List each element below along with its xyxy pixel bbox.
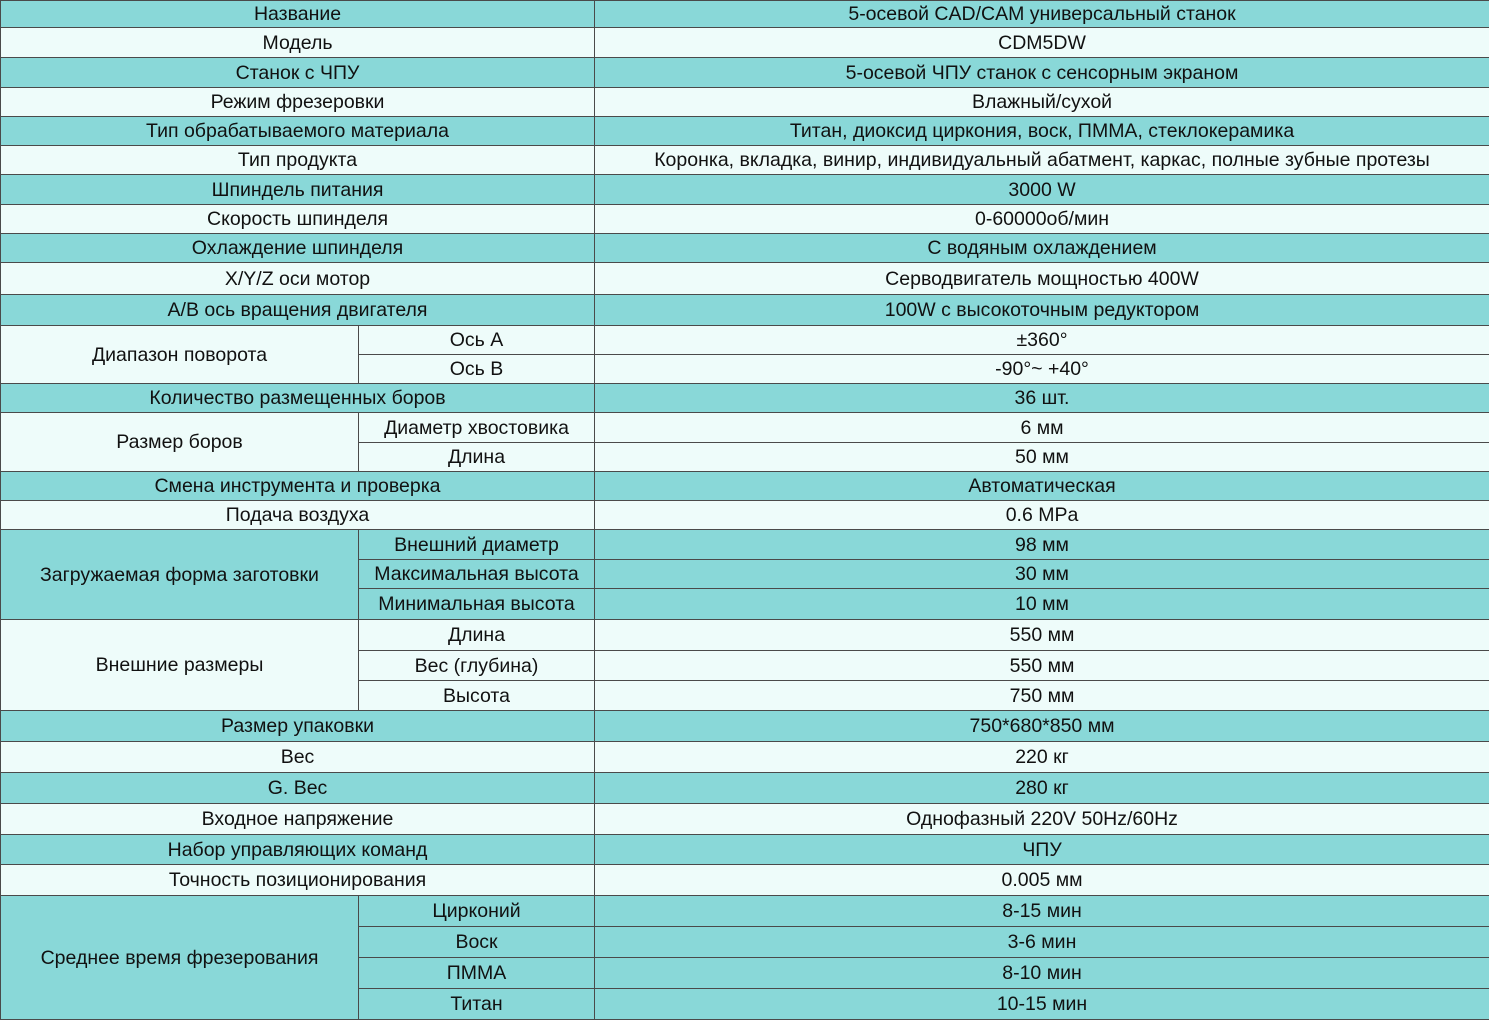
row-value: 30 мм <box>595 560 1489 589</box>
row-value: Автоматическая <box>595 472 1489 501</box>
sub-label: Длина <box>359 443 595 472</box>
sub-label: Ось В <box>359 355 595 384</box>
sub-label: Ось А <box>359 326 595 355</box>
row-value: 10-15 мин <box>595 989 1489 1020</box>
table-row <box>1 835 1489 865</box>
sub-label: Воск <box>359 927 595 958</box>
row-label: Охлаждение шпинделя <box>1 234 595 263</box>
table-row <box>1 530 1489 560</box>
table-row <box>1 773 1489 804</box>
row-value: 280 кг <box>595 773 1489 804</box>
row-value: 3000 W <box>595 175 1489 205</box>
row-label: Шпиндель питания <box>1 175 595 205</box>
table-row <box>1 413 1489 443</box>
row-value: 5-осевой ЧПУ станок с сенсорным экраном <box>595 58 1489 88</box>
table-row <box>1 146 1489 175</box>
table-row <box>1 742 1489 773</box>
group-label: Диапазон поворота <box>1 326 359 384</box>
table-row <box>1 865 1489 896</box>
row-label: Скорость шпинделя <box>1 205 595 234</box>
table-row <box>1 88 1489 117</box>
table-row <box>1 205 1489 234</box>
sub-label: ПММА <box>359 958 595 989</box>
table-row <box>1 711 1489 742</box>
row-value: -90°~ +40° <box>595 355 1489 384</box>
table-row <box>1 1 1489 28</box>
table-row <box>1 234 1489 263</box>
group-label: Внешние размеры <box>1 620 359 711</box>
row-label: Тип продукта <box>1 146 595 175</box>
row-value: 100W с высокоточным редуктором <box>595 295 1489 326</box>
sub-label: Минимальная высота <box>359 589 595 620</box>
row-label: Станок с ЧПУ <box>1 58 595 88</box>
row-value: ЧПУ <box>595 835 1489 865</box>
row-label: Тип обрабатываемого материала <box>1 117 595 146</box>
row-label: Количество размещенных боров <box>1 384 595 413</box>
row-label: Размер упаковки <box>1 711 595 742</box>
row-value: ±360° <box>595 326 1489 355</box>
sub-label: Внешний диаметр <box>359 530 595 560</box>
row-label: Модель <box>1 28 595 58</box>
table-row <box>1 501 1489 530</box>
row-value: 10 мм <box>595 589 1489 620</box>
row-value: 220 кг <box>595 742 1489 773</box>
table-row <box>1 896 1489 927</box>
row-value: 8-15 мин <box>595 896 1489 927</box>
sub-label: Высота <box>359 681 595 711</box>
group-label: Загружаемая форма заготовки <box>1 530 359 620</box>
row-value: 750*680*850 мм <box>595 711 1489 742</box>
row-value: 550 мм <box>595 620 1489 651</box>
row-value: CDM5DW <box>595 28 1489 58</box>
table-row <box>1 384 1489 413</box>
group-label: Среднее время фрезерования <box>1 896 359 1020</box>
row-label: Подача воздуха <box>1 501 595 530</box>
sub-label: Титан <box>359 989 595 1020</box>
row-value: 36 шт. <box>595 384 1489 413</box>
sub-label: Длина <box>359 620 595 651</box>
row-value: 50 мм <box>595 443 1489 472</box>
row-value: Серводвигатель мощностью 400W <box>595 263 1489 295</box>
table-row <box>1 28 1489 58</box>
row-label: Название <box>1 1 595 28</box>
row-value: 98 мм <box>595 530 1489 560</box>
row-label: Режим фрезеровки <box>1 88 595 117</box>
row-value: 3-6 мин <box>595 927 1489 958</box>
sub-label: Цирконий <box>359 896 595 927</box>
row-label: Входное напряжение <box>1 804 595 835</box>
row-value: 5-осевой CAD/CAM универсальный станок <box>595 1 1489 28</box>
row-value: Титан, диоксид циркония, воск, ПММА, стеклокерамика <box>595 117 1489 146</box>
row-value: С водяным охлаждением <box>595 234 1489 263</box>
table-row <box>1 620 1489 651</box>
row-label: X/Y/Z оси мотор <box>1 263 595 295</box>
table-row <box>1 472 1489 501</box>
row-label: Смена инструмента и проверка <box>1 472 595 501</box>
row-label: Точность позиционирования <box>1 865 595 896</box>
row-value: 0.005 мм <box>595 865 1489 896</box>
row-value: 750 мм <box>595 681 1489 711</box>
row-value: 0-60000об/мин <box>595 205 1489 234</box>
row-label: G. Вес <box>1 773 595 804</box>
row-value: Однофазный 220V 50Hz/60Hz <box>595 804 1489 835</box>
table-row <box>1 326 1489 355</box>
row-value: 6 мм <box>595 413 1489 443</box>
row-label: A/B ось вращения двигателя <box>1 295 595 326</box>
table-row <box>1 295 1489 326</box>
row-value: 550 мм <box>595 651 1489 681</box>
row-value: 0.6 MPa <box>595 501 1489 530</box>
table-row <box>1 263 1489 295</box>
row-label: Вес <box>1 742 595 773</box>
sub-label: Вес (глубина) <box>359 651 595 681</box>
table-row <box>1 117 1489 146</box>
row-value: Коронка, вкладка, винир, индивидуальный абатмент, каркас, полные зубные протезы <box>595 146 1489 175</box>
table-row <box>1 58 1489 88</box>
row-value: Влажный/сухой <box>595 88 1489 117</box>
row-value: 8-10 мин <box>595 958 1489 989</box>
sub-label: Диаметр хвостовика <box>359 413 595 443</box>
group-label: Размер боров <box>1 413 359 472</box>
table-row <box>1 804 1489 835</box>
row-label: Набор управляющих команд <box>1 835 595 865</box>
table-row <box>1 175 1489 205</box>
sub-label: Максимальная высота <box>359 560 595 589</box>
